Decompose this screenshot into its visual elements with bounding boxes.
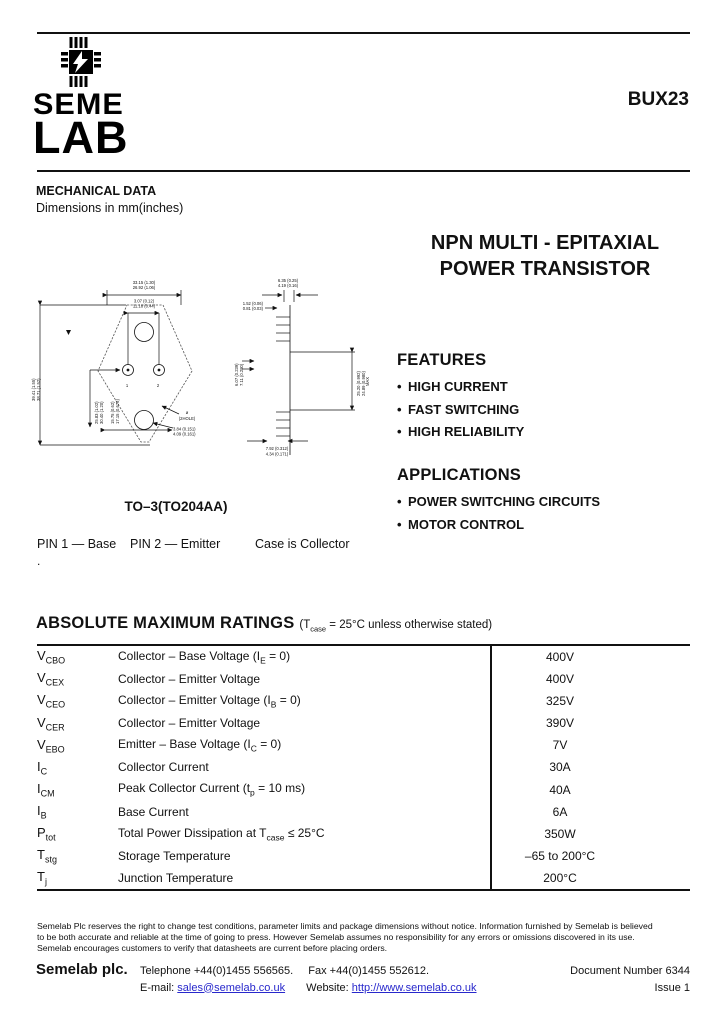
logo-text-lab: LAB	[33, 112, 129, 163]
dim-label: 24.89 (0.980)	[361, 371, 366, 396]
semelab-logo-icon	[61, 37, 101, 87]
dim-label: 33.15 (1.30)	[132, 280, 156, 285]
package-caption: TO–3(TO204AA)	[124, 499, 228, 514]
pin-number-2: 2	[156, 383, 160, 388]
dim-label: 11.18 (0.44)	[132, 303, 156, 309]
table-row	[37, 712, 690, 734]
ratings-heading-text: ABSOLUTE MAXIMUM RATINGS	[36, 614, 295, 632]
part-number: BUX23	[627, 89, 689, 110]
pin2-note: PIN 2 — Emitter	[130, 537, 221, 551]
description-cell: Storage Temperature	[118, 848, 231, 863]
bullet-icon: •	[397, 401, 402, 417]
side-view	[234, 278, 370, 457]
front-view	[31, 280, 196, 445]
pin1-note: PIN 1 — Base	[37, 537, 117, 551]
ratings-rows	[37, 646, 690, 889]
dim-label: 7.11 (0.280)	[239, 363, 244, 386]
phone-line	[140, 963, 477, 980]
value-cell: 6A	[552, 804, 568, 819]
disclaimer-line: to be both accurate and reliable at the time of going to press. However Semelab assumes no responsibility for any errors or omissions discovered in its use.	[37, 931, 635, 942]
table-row	[37, 823, 690, 845]
disclaimer	[37, 921, 692, 953]
website-link[interactable]: http://www.semelab.co.uk	[351, 981, 477, 994]
dim-label: 39.41 (1.55)	[31, 378, 36, 401]
table-row	[37, 734, 690, 756]
symbol-cell: $I_{CM}$	[37, 780, 55, 799]
email-link[interactable]: sales@semelab.co.uk	[177, 981, 286, 994]
table-row	[37, 756, 690, 778]
symbol-cell: $T_j$	[37, 869, 47, 887]
value-cell: 7V	[552, 738, 568, 753]
ratings-condition: ($T_{case} = 25^\circ C$ unless otherwise stated)	[299, 619, 493, 634]
description-cell: Junction Temperature	[118, 870, 234, 885]
applications-section	[397, 466, 600, 536]
device-title	[398, 230, 692, 282]
features-heading: FEATURES	[397, 351, 487, 369]
top-rule	[37, 32, 690, 34]
datum-marker	[66, 330, 71, 335]
application-item: • MOTOR CONTROL	[397, 514, 600, 537]
table-row	[37, 779, 690, 801]
feature-item: • FAST SWITCHING	[397, 399, 524, 422]
table-divider	[490, 646, 492, 889]
features-section	[397, 351, 524, 444]
feature-item: • HIGH RELIABILITY	[397, 421, 524, 444]
stray-dot: .	[37, 554, 41, 568]
telephone: Telephone +44(0)1455 556565.	[140, 965, 294, 977]
description-cell: Total Power Dissipation at $T_{case} \le 25^\circ C$	[118, 825, 325, 842]
description-cell: Collector – Emitter Voltage	[118, 672, 261, 687]
pin-number-1: 1	[125, 383, 129, 388]
table-row	[37, 690, 690, 712]
logo-text-seme: SEME	[33, 88, 124, 121]
description-cell: Collector – Base Voltage $(I_E = 0)$	[118, 648, 291, 666]
symbol-cell: $V_{CEX}$	[37, 670, 65, 688]
description-cell: Base Current	[118, 804, 189, 819]
value-cell: 350W	[544, 826, 576, 841]
dim-label: 25.83 (1.02)	[94, 401, 99, 424]
description-cell: Collector Current	[118, 760, 209, 775]
package-drawing	[30, 268, 390, 473]
dim-label: 3.07 (0.12)	[133, 298, 155, 304]
symbol-cell: $V_{CBO}$	[37, 648, 66, 666]
dim-label: 1.52 (0.06)	[242, 301, 263, 306]
table-row	[37, 845, 690, 867]
dim-label: 4.19 (0.16)	[277, 283, 299, 288]
issue-number: Issue 1	[654, 981, 690, 994]
dim-label: 26.92 (1.06)	[132, 285, 156, 290]
applications-heading: APPLICATIONS	[397, 466, 522, 484]
email-label: E-mail:	[140, 981, 175, 994]
table-row	[37, 646, 690, 668]
description-cell: Collector – Emitter Voltage	[118, 716, 261, 731]
web-line	[140, 980, 477, 997]
fax: Fax +44(0)1455 552612.	[308, 965, 430, 977]
value-cell: –65 to 200°C	[524, 848, 596, 863]
value-cell: 400V	[545, 650, 575, 665]
table-row	[37, 867, 690, 889]
dim-label: 25.20 (0.992)	[356, 371, 361, 396]
description-cell: Emitter – Base Voltage $(I_C = 0)$	[118, 737, 282, 754]
value-cell: 325V	[545, 694, 575, 709]
company-name: Semelab plc.	[36, 961, 128, 978]
device-title-line2: POWER TRANSISTOR	[439, 258, 651, 280]
value-cell: 40A	[549, 782, 571, 797]
website-label: Website:	[306, 981, 349, 994]
dim-label: 4.34 (0.171)	[265, 451, 289, 457]
description-cell: Collector – Emitter Voltage $(I_B = 0)$	[118, 693, 301, 710]
dim-label: 7.92 (0.312)	[265, 446, 289, 451]
document-info	[570, 963, 690, 996]
value-cell: 200°C	[543, 870, 577, 885]
table-row	[37, 801, 690, 823]
dim-label: 4.09 (0.161)	[173, 431, 196, 437]
mechanical-data-heading: MECHANICAL DATA	[36, 184, 157, 198]
dim-label: 6.07 (0.239)	[234, 363, 239, 386]
symbol-cell: $V_{EBO}$	[37, 736, 65, 755]
document-number: Document Number 6344	[570, 965, 690, 977]
application-item: • POWER SWITCHING CIRCUITS	[397, 491, 600, 514]
dimensions-note: Dimensions in mm(inches)	[36, 201, 184, 215]
description-cell: Peak Collector Current ($t_p = 10$ ms)	[118, 781, 306, 798]
dim-label: 30.40 (1.20)	[98, 401, 104, 424]
value-cell: 400V	[545, 672, 575, 687]
device-title-line1: NPN MULTI - EPITAXIAL	[430, 232, 660, 254]
symbol-cell: $V_{CER}$	[37, 714, 65, 733]
hole-diameter-symbol: ø	[185, 410, 189, 415]
bullet-icon: •	[397, 516, 402, 532]
case-note: Case is Collector	[255, 537, 350, 551]
symbol-cell: $I_C$	[37, 758, 48, 777]
disclaimer-line: Semelab Plc reserves the right to change test conditions, parameter limits and package dimensions without notice. Information furnished by Semelab is believed	[37, 921, 653, 931]
bullet-icon: •	[397, 424, 402, 439]
dim-label: MAX	[365, 376, 370, 386]
dim-label: 6.35 (0.25)	[277, 278, 299, 283]
dim-label: 3.84 (0.151)	[173, 426, 196, 432]
dim-label: 15.75 (0.62)	[110, 401, 115, 424]
hole-note: (2HOLE)	[178, 416, 196, 421]
value-cell: 390V	[545, 716, 575, 731]
ratings-heading	[36, 614, 492, 633]
header-rule	[37, 170, 690, 172]
feature-item: • HIGH CURRENT	[397, 376, 524, 399]
table-row	[37, 668, 690, 690]
symbol-cell: $I_B$	[37, 802, 47, 821]
dim-label: 17.15 (0.675)	[114, 399, 120, 424]
symbol-cell: $V_{CEO}$	[37, 692, 66, 711]
ratings-table	[37, 644, 690, 891]
dim-label: 0.81 (0.03)	[242, 306, 263, 311]
dim-label: 38.71 (1.52)	[36, 378, 41, 401]
symbol-cell: $T_{stg}$	[37, 847, 57, 865]
contact-block	[140, 963, 477, 996]
value-cell: 30A	[549, 760, 571, 775]
disclaimer-line: Semelab encourages customers to verify that datasheets are current before placing orders.	[37, 942, 388, 953]
bullet-icon: •	[397, 379, 402, 394]
symbol-cell: $P_{tot}$	[37, 824, 56, 843]
bullet-icon: •	[397, 494, 402, 509]
